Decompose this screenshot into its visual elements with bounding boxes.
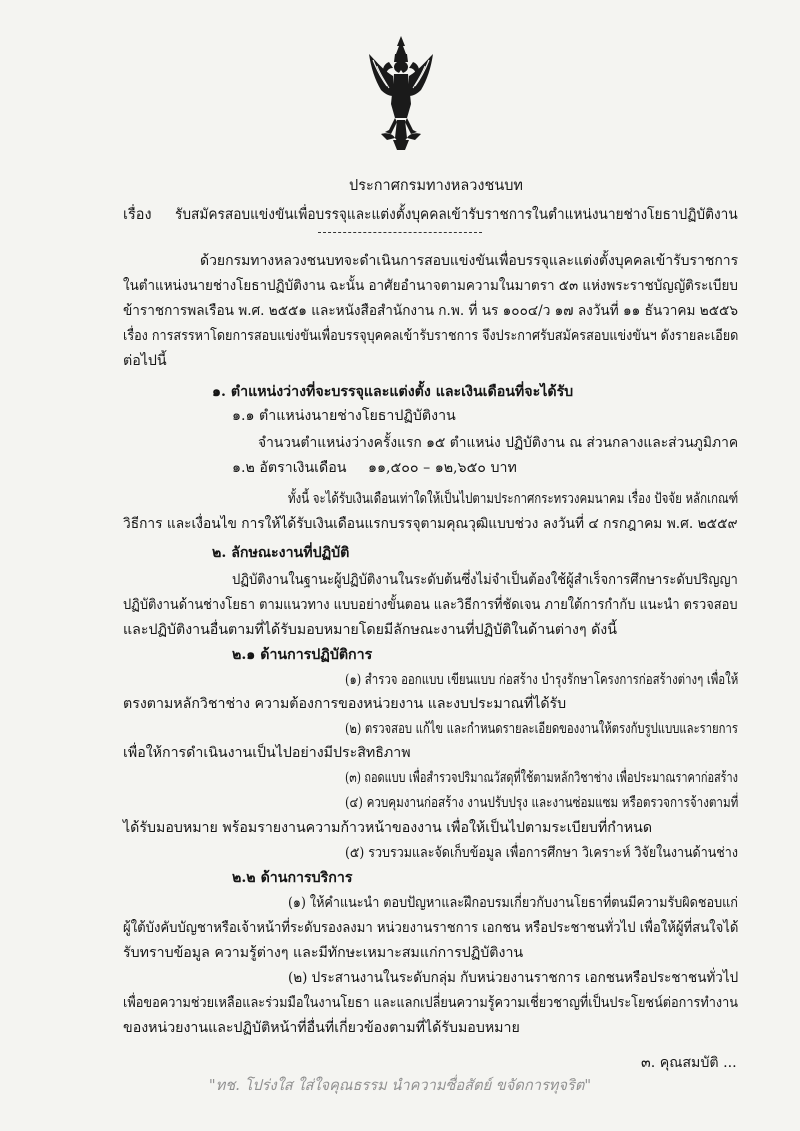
service-item-2-line-2: เพื่อขอความช่วยเหลือและร่วมมือในงานโยธา และแลกเปลี่ยนความรู้ความเชี่ยวชาญที่เป็นประโยชน์ต่อการทำงาน bbox=[123, 995, 738, 1011]
subject-label: เรื่อง bbox=[123, 207, 152, 223]
section-2-intro-line-3: และปฏิบัติงานอื่นตามที่ได้รับมอบหมายโดยมีลักษณะงานที่ปฏิบัติในด้านต่างๆ ดังนี้ bbox=[123, 622, 617, 638]
title-divider bbox=[318, 232, 482, 233]
intro-line-1: ด้วยกรมทางหลวงชนบทจะดำเนินการสอบแข่งขันเพื่อบรรจุและแต่งตั้งบุคคลเข้ารับราชการ bbox=[200, 253, 739, 269]
section-1-heading: ๑. ตำแหน่งว่างที่จะบรรจุและแต่งตั้ง และเงินเดือนที่จะได้รับ bbox=[212, 384, 574, 400]
operations-item-1-line-1: (๑) สำรวจ ออกแบบ เขียนแบบ ก่อสร้าง บำรุงรักษาโครงการก่อสร้างต่างๆ เพื่อให้ bbox=[345, 672, 739, 688]
operations-item-5: (๕) รวบรวมและจัดเก็บข้อมูล เพื่อการศึกษา วิเคราะห์ วิจัยในงานด้านช่าง bbox=[345, 845, 738, 861]
section-2-heading: ๒. ลักษณะงานที่ปฏิบัติ bbox=[212, 545, 350, 561]
announcement-title: ประกาศกรมทางหลวงชนบท bbox=[349, 178, 523, 194]
section-1-1-title: ๑.๑ ตำแหน่งนายช่างโยธาปฏิบัติงาน bbox=[232, 408, 456, 424]
intro-line-5: ต่อไปนี้ bbox=[123, 353, 167, 369]
section-2-intro-line-2: ปฏิบัติงานด้านช่างโยธา ตามแนวทาง แบบอย่างขั้นตอน และวิธีการที่ชัดเจน ภายใต้การกำกับ แนะนำ ตรวจสอบ bbox=[123, 597, 738, 613]
intro-line-4: เรื่อง การสรรหาโดยการสอบแข่งขันเพื่อบรรจุบุคคลเข้ารับราชการ จึงประกาศรับสมัครสอบแข่งขันฯ ดังรายละเอียด bbox=[123, 328, 739, 344]
garuda-emblem-icon bbox=[367, 34, 435, 152]
intro-line-2: ในตำแหน่งนายช่างโยธาปฏิบัติงาน ฉะนั้น อาศัยอำนาจตามความในมาตรา ๕๓ แห่งพระราชบัญญัติระเบียบ bbox=[123, 278, 738, 294]
operations-item-2-line-2: เพื่อให้การดำเนินงานเป็นไปอย่างมีประสิทธิภาพ bbox=[123, 745, 411, 761]
operations-item-4-line-1: (๔) ควบคุมงานก่อสร้าง งานปรับปรุง และงานซ่อมแซม หรือตรวจการจ้างตามที่ bbox=[345, 795, 739, 811]
continuation-marker: ๓. คุณสมบัติ ... bbox=[641, 1055, 737, 1071]
footer-motto: "ทช. โปร่งใส ใส่ใจคุณธรรม นำความซื่อสัตย์ ขจัดการทุจริต" bbox=[208, 1076, 592, 1094]
operations-item-3: (๓) ถอดแบบ เพื่อสำรวจปริมาณวัสดุที่ใช้ตามหลักวิชาช่าง เพื่อประมาณราคาก่อสร้าง bbox=[345, 770, 738, 786]
section-2-2-heading: ๒.๒ ด้านการบริการ bbox=[232, 870, 353, 886]
section-1-note-line-2: วิธีการ และเงื่อนไข การให้ได้รับเงินเดือนแรกบรรจุตามคุณวุฒิแบบช่วง ลงวันที่ ๔ กรกฎาคม พ.ศ. ๒๕๕๙ bbox=[123, 516, 738, 532]
operations-item-4-line-2: ได้รับมอบหมาย พร้อมรายงานความก้าวหน้าของงาน เพื่อให้เป็นไปตามระเบียบที่กำหนด bbox=[123, 820, 653, 836]
operations-item-2-line-1: (๒) ตรวจสอบ แก้ไข และกำหนดรายละเอียดของงานให้ตรงกับรูปแบบและรายการ bbox=[345, 721, 738, 737]
service-item-2-line-1: (๒) ประสานงานในระดับกลุ่ม กับหน่วยงานราชการ เอกชนหรือประชาชนทั่วไป bbox=[288, 970, 739, 986]
service-item-1-line-3: รับทราบข้อมูล ความรู้ต่างๆ และมีทักษะเหมาะสมแก่การปฏิบัติงาน bbox=[123, 945, 524, 961]
subject-text: รับสมัครสอบแข่งขันเพื่อบรรจุและแต่งตั้งบุคคลเข้ารับราชการในตำแหน่งนายช่างโยธาปฏิบัติงาน bbox=[175, 207, 738, 223]
section-1-1-detail: จำนวนตำแหน่งว่างครั้งแรก ๑๕ ตำแหน่ง ปฏิบัติงาน ณ ส่วนกลางและส่วนภูมิภาค bbox=[258, 435, 739, 451]
operations-item-1-line-2: ตรงตามหลักวิชาช่าง ความต้องการของหน่วยงาน และงบประมาณที่ได้รับ bbox=[123, 696, 567, 712]
service-item-1-line-2: ผู้ใต้บังคับบัญชาหรือเจ้าหน้าที่ระดับรองลงมา หน่วยงานราชการ เอกชน หรือประชาชนทั่วไป เพื่อให้ผู้ที่สนใจได้ bbox=[123, 920, 739, 936]
section-2-intro-line-1: ปฏิบัติงานในฐานะผู้ปฏิบัติงานในระดับต้นซึ่งไม่จำเป็นต้องใช้ผู้สำเร็จการศึกษาระดับปริญญา bbox=[232, 572, 738, 588]
section-1-note-line-1: ทั้งนี้ จะได้รับเงินเดือนเท่าใดให้เป็นไปตามประกาศกระทรวงคมนาคม เรื่อง ปัจจัย หลักเกณฑ์ bbox=[288, 491, 739, 507]
section-2-1-heading: ๒.๑ ด้านการปฏิบัติการ bbox=[232, 647, 373, 663]
section-1-2-value: ๑๑,๕๐๐ – ๑๒,๖๕๐ บาท bbox=[368, 460, 517, 476]
service-item-2-line-3: ของหน่วยงานและปฏิบัติหน้าที่อื่นที่เกี่ยวข้องตามที่ได้รับมอบหมาย bbox=[123, 1020, 520, 1036]
intro-line-3: ข้าราชการพลเรือน พ.ศ. ๒๕๕๑ และหนังสือสำนักงาน ก.พ. ที่ นร ๑๐๐๔/ว ๑๗ ลงวันที่ ๑๑ ธันวาคม ๒๕๕๖ bbox=[123, 303, 738, 319]
section-1-2-label: ๑.๒ อัตราเงินเดือน bbox=[232, 460, 347, 476]
service-item-1-line-1: (๑) ให้คำแนะนำ ตอบปัญหาและฝึกอบรมเกี่ยวกับงานโยธาที่ตนมีความรับผิดชอบแก่ bbox=[288, 895, 738, 911]
